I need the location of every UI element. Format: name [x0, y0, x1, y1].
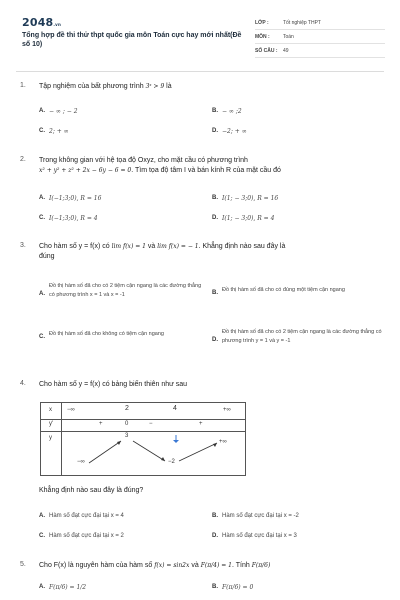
option-letter: C. — [39, 334, 45, 340]
y-label: y — [49, 435, 52, 441]
question-math: f(x) = sin2x — [154, 562, 190, 569]
question-4-options — [20, 486, 380, 556]
option-letter: A. — [39, 291, 45, 297]
question-5 — [20, 561, 380, 599]
option-b[interactable] — [212, 584, 253, 591]
meta-key: SỐ CÂU : — [255, 47, 278, 54]
question-text-post: Tìm tọa độ tâm I và bán kính R của mặt cầu đó — [134, 167, 281, 174]
question-math: 3ˣ > 9 — [145, 83, 165, 90]
option-a[interactable] — [39, 108, 78, 115]
meta-value: Toán — [283, 33, 294, 40]
dy-sign: + — [199, 421, 203, 427]
dy-label: y' — [49, 421, 54, 427]
x-label: x — [49, 407, 52, 413]
question-text-line2 — [39, 166, 379, 176]
meta-row-class — [255, 16, 385, 30]
meta-row-count — [255, 44, 385, 58]
y-value: +∞ — [219, 439, 227, 445]
meta-row-subject — [255, 30, 385, 44]
header-divider — [16, 71, 384, 72]
option-value: Đồ thị hàm số đã cho có 2 tiệm cận ngang là các đường thẳng có phương trình x = 1 và x = -1 — [49, 283, 202, 298]
question-text-mid: và — [191, 562, 199, 569]
option-c[interactable] — [39, 330, 209, 340]
dy-zero: 0 — [125, 421, 129, 427]
question-2 — [20, 156, 380, 226]
option-value: Đồ thị hàm số đã cho không có tiệm cận ngang — [49, 331, 164, 337]
option-b[interactable] — [212, 108, 242, 115]
question-number: 3. — [20, 242, 26, 249]
x-value: 4 — [173, 405, 177, 412]
meta-key: LỚP : — [255, 19, 269, 26]
question-number: 1. — [20, 82, 26, 89]
option-value: I(1; − 3;0), R = 16 — [222, 195, 279, 202]
option-b[interactable] — [212, 513, 299, 519]
question-text-line2: đúng — [39, 253, 55, 260]
dy-sign: − — [149, 421, 153, 427]
option-letter: A. — [39, 195, 45, 201]
option-value: Hàm số đạt cực đại tại x = -2 — [222, 513, 299, 519]
x-value: −∞ — [67, 407, 75, 413]
question-3 — [20, 242, 380, 366]
option-letter: C. — [39, 533, 45, 539]
option-letter: B. — [212, 513, 218, 519]
question-text-pre: Cho F(x) là nguyên hàm của hàm số — [39, 562, 153, 569]
option-d[interactable] — [212, 215, 274, 222]
dy-sign: + — [99, 421, 103, 427]
question-number: 4. — [20, 380, 26, 387]
y-value-max: 3 — [125, 433, 129, 439]
question-text-pre: Tập nghiệm của bất phương trình — [39, 83, 144, 90]
option-value: Hàm số đạt cực đại tại x = 2 — [49, 533, 124, 539]
option-letter: D. — [212, 533, 218, 539]
option-value: I(1; − 3;0), R = 4 — [222, 215, 275, 222]
option-c[interactable] — [39, 215, 98, 222]
question-number: 5. — [20, 561, 26, 568]
option-value: Đồ thị hàm số đã cho có đúng một tiệm cận ngang — [222, 287, 345, 293]
option-letter: B. — [212, 290, 218, 296]
option-letter: B. — [212, 584, 218, 590]
meta-value: 49 — [283, 47, 289, 54]
question-math-limit-2: lim f(x) = − 1. — [157, 243, 201, 250]
option-letter: B. — [212, 195, 218, 201]
y-value: −∞ — [77, 459, 85, 465]
option-c[interactable] — [39, 128, 69, 135]
question-math: F(π/4) = 1. — [200, 562, 234, 569]
question-text-post: Tính — [235, 562, 250, 569]
question-text — [39, 156, 379, 176]
option-a[interactable] — [39, 584, 86, 591]
option-value: 2; + ∞ — [49, 128, 69, 135]
x-value: 2 — [125, 405, 129, 412]
option-value: I(−1;3;0), R = 4 — [49, 215, 98, 222]
variation-arrows — [41, 403, 245, 475]
question-math: F(π/6) — [251, 562, 271, 569]
x-value: +∞ — [223, 407, 231, 413]
option-value: − ∞ ; − 2 — [49, 108, 78, 115]
option-a[interactable] — [39, 195, 101, 202]
option-d[interactable] — [212, 128, 247, 135]
y-value-min: −2 — [168, 459, 175, 465]
blue-marker-head — [173, 440, 179, 443]
site-logo[interactable] — [22, 16, 61, 29]
option-value: Hàm số đạt cực đại tại x = 4 — [49, 513, 124, 519]
option-a[interactable] — [39, 513, 124, 519]
question-1 — [20, 82, 380, 142]
question-text-pre: Cho hàm số y = f(x) có — [39, 243, 110, 250]
question-text: Cho hàm số y = f(x) có bảng biến thiên như sau — [39, 381, 188, 388]
option-value: − ∞ ;2 — [222, 108, 242, 115]
option-b[interactable] — [212, 195, 278, 202]
option-letter: C. — [39, 215, 45, 221]
option-letter: A. — [39, 513, 45, 519]
option-letter: C. — [39, 128, 45, 134]
option-a[interactable] — [39, 282, 209, 300]
option-value: Đồ thị hàm số đã cho có 2 tiệm cận ngang là các đường thẳng có phương trình y = 1 và y = -1 — [222, 329, 382, 344]
meta-key: MÔN : — [255, 33, 270, 40]
option-d[interactable] — [212, 533, 297, 539]
option-value: F(π/6) = 0 — [222, 584, 254, 591]
question-text — [39, 82, 379, 92]
option-letter: D. — [212, 215, 218, 221]
option-letter: B. — [212, 108, 218, 114]
option-letter: A. — [39, 584, 45, 590]
option-c[interactable] — [39, 533, 124, 539]
question-text-mid: và — [147, 243, 156, 250]
decreasing-arrow — [133, 441, 165, 461]
exam-title: Tổng hợp đề thi thử thpt quốc gia môn Toán cực hay mới nhất(Đề số 10) — [22, 32, 242, 48]
option-value: Hàm số đạt cực đại tại x = 3 — [222, 533, 297, 539]
question-text — [39, 242, 379, 262]
option-value: I(−1;3;0), R = 16 — [49, 195, 102, 202]
logo-main: 2048 — [22, 16, 54, 29]
option-letter: D. — [212, 128, 218, 134]
question-text — [39, 561, 379, 571]
logo-sub: .vn — [53, 22, 61, 27]
option-letter: A. — [39, 108, 45, 114]
option-value: −2; + ∞ — [222, 128, 247, 135]
question-number: 2. — [20, 156, 26, 163]
meta-value: Tốt nghiệp THPT — [283, 19, 321, 26]
question-text-post: Khẳng định nào sau đây là — [202, 243, 286, 250]
exam-meta — [255, 16, 385, 58]
question-text-post: là — [166, 83, 172, 90]
question-text-line1: Trong không gian với hệ tọa độ Oxyz, cho mặt cầu có phương trình — [39, 157, 248, 164]
question-math-limit-1: lim f(x) = 1 — [111, 243, 146, 250]
question-math: x² + y² + z² + 2x − 6y − 6 = 0. — [39, 167, 134, 174]
question-prompt: Khẳng định nào sau đây là đúng? — [39, 487, 144, 494]
option-letter: D. — [212, 337, 218, 343]
variation-table — [40, 402, 246, 476]
question-text-line1 — [39, 242, 379, 252]
option-b[interactable] — [212, 286, 382, 296]
option-value: F(π/6) = 1/2 — [49, 584, 87, 591]
option-d[interactable] — [212, 328, 387, 346]
increasing-arrow — [89, 441, 121, 463]
increasing-arrow — [179, 443, 217, 461]
